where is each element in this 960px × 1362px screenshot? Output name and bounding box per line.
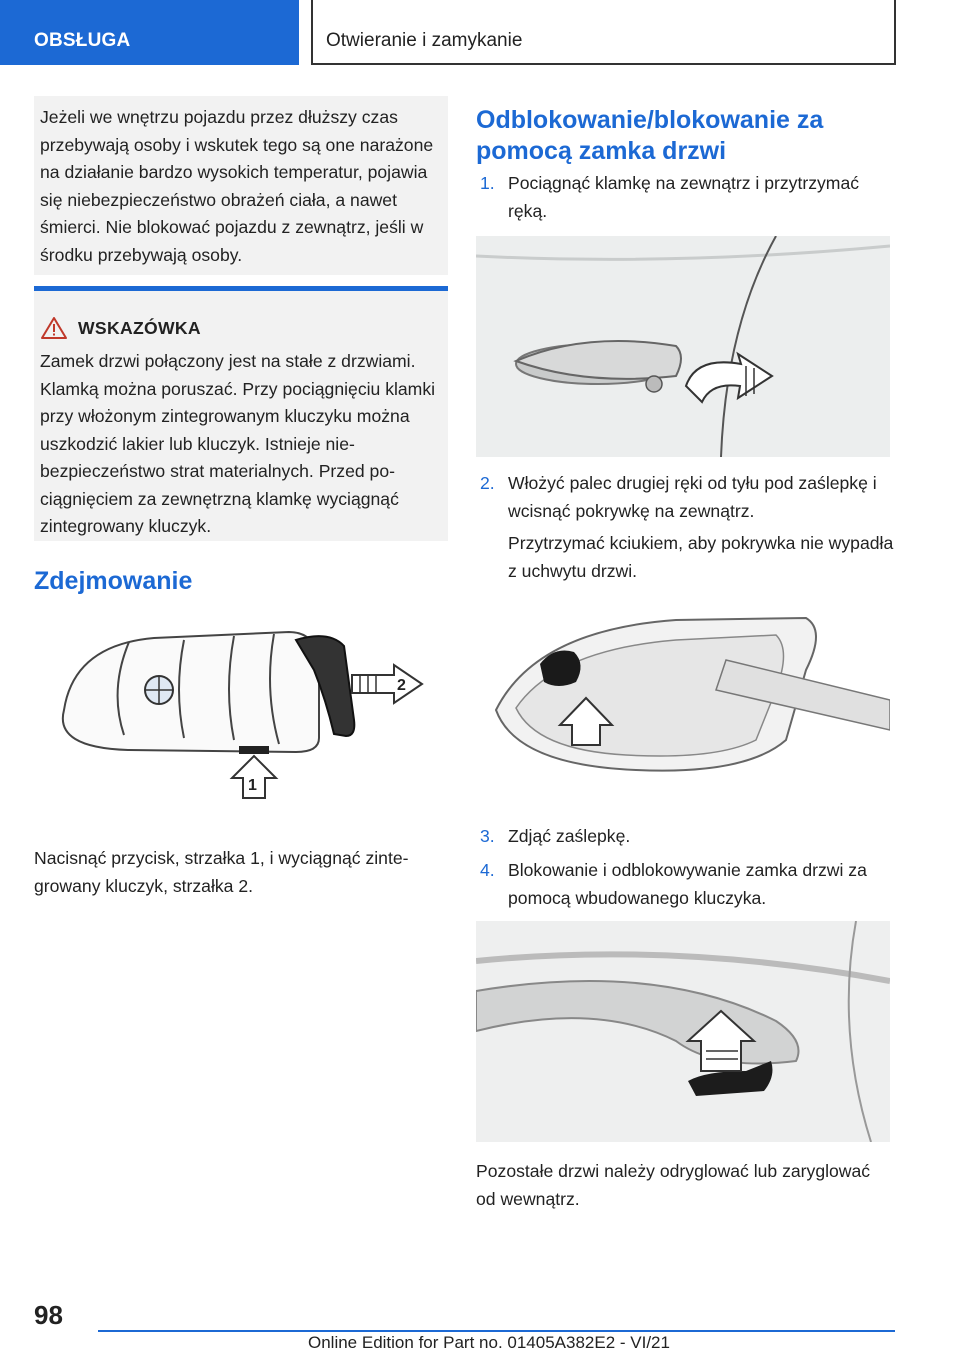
unlock-heading: Odblokowanie/blokowanie za pomocą zamka drzwi [476,106,824,165]
removal-heading: Zdejmowanie [34,567,193,595]
footer-divider [98,1330,895,1332]
chapter-title: Otwieranie i zamykanie [326,30,523,51]
step-text: Przytrzymać kciukiem, aby pokrywka nie wypadła z uchwytu drzwi. [508,533,894,581]
removal-caption: Nacisnąć przycisk, strzałka 1, i wyciągnąć zintegrowany kluczyk, strzałka 2. [34,848,409,896]
key-fob-illustration [34,620,448,810]
step-number: 4. [480,860,495,880]
section-tab [0,0,299,65]
figure-label-1: 1 [248,777,257,794]
warning-triangle-icon [40,316,68,340]
note-header [40,315,201,341]
step-text: Zdjąć zaślepkę. [508,826,631,846]
note-box [34,286,448,541]
step-text: Blokowanie i odblokowywanie zamka drzwi za pomocą wbudowanego kluczyka. [508,860,867,908]
step-number: 1. [480,173,495,193]
chapter-title-box [311,0,896,65]
footer-edition: Online Edition for Part no. 01405A382E2 - VI/21 [308,1333,670,1352]
note-heading: WSKAZÓWKA [78,317,201,338]
step-number: 3. [480,826,495,846]
door-handle-photo-1 [476,236,890,457]
door-handle-photo-3 [476,921,890,1142]
step-text: Włożyć palec drugiej ręki od tyłu pod zaślepkę i wcisnąć pokrywkę na zewnątrz. [508,473,877,521]
step-text: Pociągnąć klamkę na zewnątrz i przytrzymać ręką. [508,173,860,221]
warning-box [34,96,448,275]
step-number: 2. [480,473,495,493]
page-number: 98 [34,1300,63,1330]
note-text: Zamek drzwi połączony jest na stałe z drzwiami. Klamką można poruszać. Przy pociągnięciu klamki przy włożonym zintegrowanym kluczyku można uszkodzić lakier lub kluczyk. Istnieje niebezpieczeństwo strat materialnych. Przed pociągnięciem za zewnętrzną klamkę wyciągnąć zintegrowany kluczyk. [40,351,436,536]
door-handle-photo-2 [476,590,890,810]
warning-text: Jeżeli we wnętrzu pojazdu przez dłuższy czas przebywają osoby i wskutek tego są one narażone na działanie bardzo wysokich temperatur, pojawia się niebezpieczeństwo obrażeń ciała, a nawet śmierci. Nie blokować pojazdu z zewnątrz, jeśli w środku przebywają osoby. [40,107,434,265]
figure-label-2: 2 [397,677,406,694]
section-label: OBSŁUGA [34,30,131,51]
closing-text: Pozostałe drzwi należy odryglować lub zaryglować od wewnątrz. [476,1161,871,1209]
